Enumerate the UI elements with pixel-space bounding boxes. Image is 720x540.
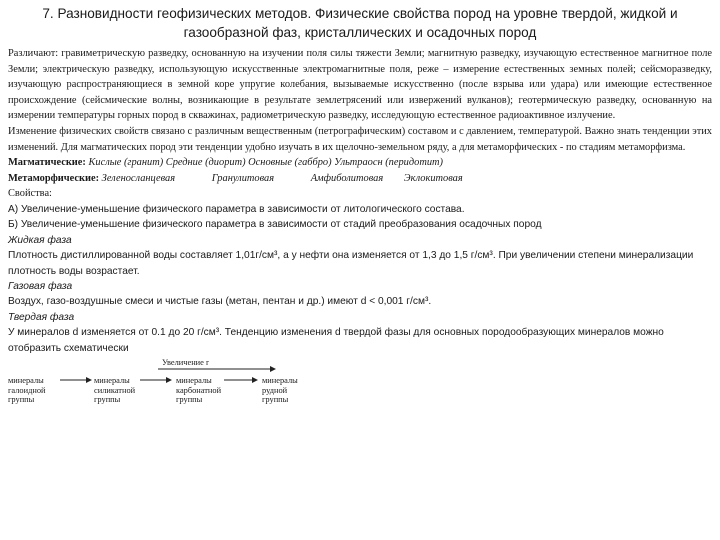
mineral-density-diagram (8, 360, 712, 430)
connector-arrow-head (86, 377, 92, 383)
connector-arrow-head (252, 377, 258, 383)
metamorphic-item: Гранулитовая (211, 172, 275, 184)
solid-phase-heading: Твердая фаза (8, 311, 75, 323)
magmatic-item: Ультраосн (перидотит) (334, 157, 443, 169)
liquid-phase-heading: Жидкая фаза (8, 234, 72, 246)
page-title: 7. Разновидности геофизических методов. Физические свойства пород на уровне твердой, жидкой и газообразной фаз, кристаллических и осадочных пород (42, 6, 678, 40)
properties-paragraph: Изменение физических свойств связано с различным вещественным (петрографическим) составом и с давлением, температурой. Важно знать тенденции этих изменений. Для магматических пород эти тенденции удобно изучать в их щелочно-земельном ряду, а для метаморфических - по стадиям метаморфизма. (8, 125, 712, 153)
property-b: Б) Увеличение-уменьшение физического параметра в зависимости от стадий преобразования осадочных пород (8, 219, 542, 231)
connector-arrow-head (166, 377, 172, 383)
methods-paragraph: Различают: гравиметрическую разведку, основанную на изучении поля силы тяжести Земли; магнитную разведку, изучающую естественное магнитное поле Земли; электрическую разведку, использующую искусственные электромагнитные поля, реже – измерение естественных земных полей; сейсморазведку, изучающую распространяющиеся в земной коре упругие колебания, вызываемые искусственно (после взрыва или удара) или имеющие естественное происхождение (сейсмические волны, возникающие в результате землетрясений или извержений вулканов); геотермическую разведку, основанную на измерении температуры горных пород в скважинах, радиометрическую разведку, исследующую естественное радиоактивное излучение. (8, 48, 712, 122)
mineral-group-ore: минералы рудной группы (262, 376, 298, 405)
increase-arrow-label: Увеличение r (162, 358, 209, 367)
mineral-group-silicate: минералы силикатной группы (94, 376, 136, 405)
properties-label: Свойства: (8, 188, 52, 200)
gas-phase-text: Воздух, газо-воздушные смеси и чистые газы (метан, пентан и др.) имеют d < 0,001 г/см³. (8, 296, 432, 308)
metamorphic-item: Амфиболитовая (310, 172, 384, 184)
metamorphic-label: Метаморфические: (8, 172, 100, 184)
metamorphic-row (8, 171, 712, 187)
magmatic-label: Магматические: (8, 157, 86, 169)
metamorphic-item: Зеленосланцевая (101, 172, 176, 184)
magmatic-item: Кислые (гранит) (88, 157, 164, 169)
magmatic-item: Средние (диорит) (165, 157, 246, 169)
liquid-phase-text: Плотность дистиллированной воды составляет 1,01г/см³, а у нефти она изменяется от 1,3 до 1,5 г/см³. При увеличении степени минерализации плотность воды возрастает. (8, 250, 694, 277)
gas-phase-heading: Газовая фаза (8, 280, 73, 292)
solid-phase-text: У минералов d изменяется от 0.1 до 20 г/см³. Тенденцию изменения d твердой фазы для основных породообразующих минералов можно отобразить схематически (8, 327, 664, 354)
property-a: А) Увеличение-уменьшение физического параметра в зависимости от литологического состава. (8, 203, 465, 215)
mineral-group-carbonate: минералы карбонатной группы (176, 376, 222, 405)
magmatic-row (8, 155, 712, 171)
increase-arrow-head (270, 366, 276, 372)
metamorphic-item: Эклокитовая (403, 172, 463, 184)
mineral-group-halide: минералы галоидной группы (8, 376, 46, 405)
magmatic-item: Основные (габбро) (248, 157, 332, 169)
